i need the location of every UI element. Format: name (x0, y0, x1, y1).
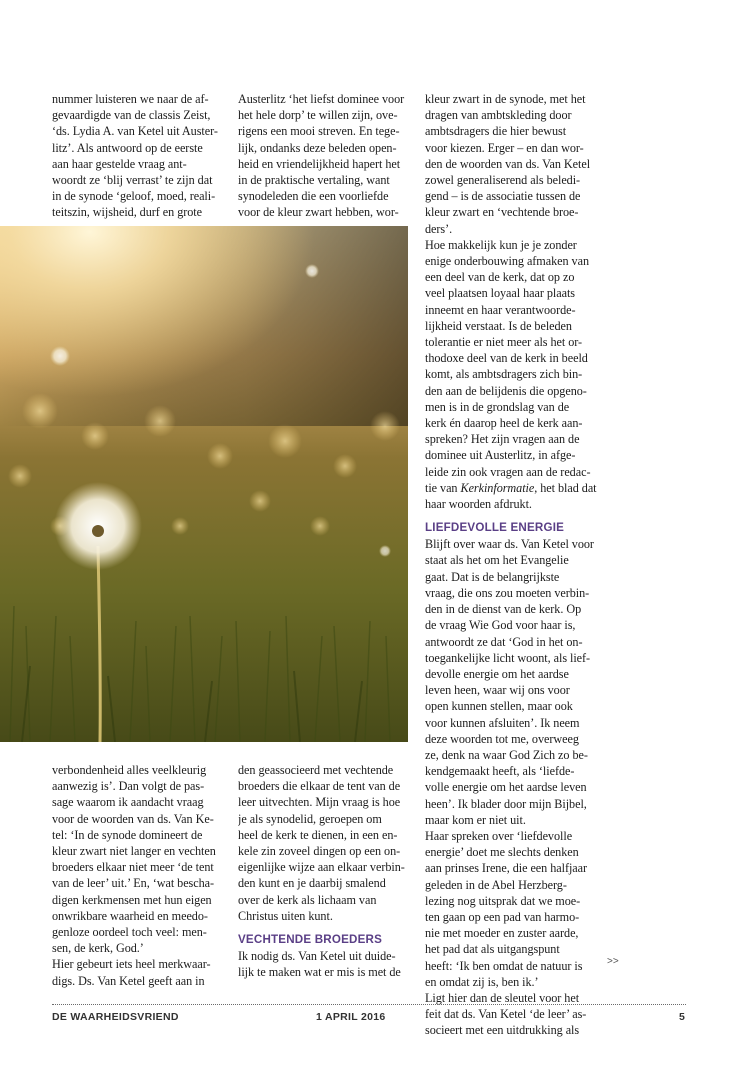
text-line: leide zin ook vragen aan de redac- (425, 464, 591, 479)
text-line: thodoxe deel van de kerk in beeld (425, 351, 588, 366)
text-line: energie’ doet me slechts denken (425, 845, 579, 860)
column-3 (425, 91, 597, 1039)
text-line: lijkheid verstaat. Is de beleden (425, 318, 572, 333)
text-line: inneemt en haar verantwoorde- (425, 302, 576, 317)
text-line: gend – is de associatie tussen de (425, 189, 581, 204)
text-line: haar woorden afdrukt. (425, 497, 532, 512)
text-line: Haar spreken over ‘liefdevolle (425, 828, 573, 843)
text-line: ze, denk na waar God Zich zo be- (425, 747, 588, 762)
text-line: kele zin zoveel dingen op een on- (238, 844, 401, 859)
text-line: ders’. (425, 221, 453, 236)
text-line: aan haar gestelde vraag ant- (52, 156, 187, 171)
text-line: woordt ze ‘blij verrast’ te zijn dat (52, 173, 213, 188)
text-line: devolle energie om het aardse (425, 666, 569, 681)
text-line: toegankelijke licht woont, als lief- (425, 650, 591, 665)
text-line: lezing nog uitsprak dat we moe- (425, 893, 581, 908)
text-line: nummer luisteren we naar de af- (52, 92, 209, 106)
text-line: Hoe makkelijk kun je je zonder (425, 237, 577, 252)
text-line: kleur zwart niet langer en vechten (52, 844, 216, 859)
text-line: voor kunnen afsluiten’. Ik neem (425, 715, 580, 730)
text-line: spreken? Het zijn vragen aan de (425, 432, 580, 447)
text-line: volle energie om het aardse leven (425, 780, 587, 795)
text-line: staat als het om het Evangelie (425, 553, 569, 568)
text-line: den geassocieerd met vechtende (238, 763, 394, 777)
text-line: feit dat ds. Van Ketel ‘de leer’ as- (425, 1007, 587, 1022)
text-line: sen, de kerk, God.’ (52, 941, 144, 956)
text-line: een deel van de kerk, dat op zo (425, 270, 575, 285)
text-line: eigenlijke wijze aan elkaar verbin- (238, 860, 405, 875)
text-line: Hier gebeurt iets heel merkwaar- (52, 957, 211, 972)
text-line: vraag, die ons zou moeten verbin- (425, 585, 590, 600)
text-line: van de leer’ uit.’ En, ‘wat bescha- (52, 876, 215, 891)
column-2-bottom (238, 762, 410, 980)
text-line: Christus uiten kunt. (238, 908, 333, 923)
text-line: aanwezig is’. Dan volgt de pas- (52, 779, 205, 794)
text-line: gaat. Dat is de belangrijkste (425, 569, 560, 584)
text-line: de vraag Wie God voor haar is, (425, 618, 576, 633)
text-line: lijk te maken wat er mis is met de (238, 965, 401, 980)
text-line: tolerantie er niet meer als het or- (425, 335, 583, 350)
text-line: ‘ds. Lydia A. van Ketel uit Auster- (52, 124, 218, 139)
text-line: voor de kleur zwart hebben, wor- (238, 205, 399, 220)
footer-divider (52, 1004, 686, 1005)
text-line: gevaardigde van de classis Zeist, (52, 108, 211, 123)
text-line: onwrikbare waarheid en meedo- (52, 908, 208, 923)
text-line: in de praktische vertaling, want (238, 173, 390, 188)
text-line: deze woorden tot me, overweeg (425, 731, 579, 746)
text-line: enige onderbouwing afmaken van (425, 254, 589, 269)
text-line: ten gaan op een pad van harmo- (425, 909, 580, 924)
text-line: dragen van ambtskleding door (425, 108, 572, 123)
text-line: nie met moeder en zuster aarde, (425, 926, 579, 941)
text-line: genloze oordeel toch veel: men- (52, 925, 207, 940)
text-line: voor kiezen. Erger – en dan wor- (425, 140, 584, 155)
text-line: synodeleden die een voorliefde (238, 189, 389, 204)
text-line: men is in de grondslag van de (425, 399, 570, 414)
publication-title-kerkinformatie: Kerkinformatie (460, 480, 535, 495)
subheading-vechtende-broeders: VECHTENDE BROEDERS (238, 933, 383, 947)
page-number: 5 (679, 1011, 686, 1023)
dandelion-meadow-photo (0, 226, 408, 742)
text-line: den de woorden van ds. Van Ketel (425, 156, 591, 171)
text-line: Blijft over waar ds. Van Ketel voor (425, 537, 594, 552)
column-2-top (238, 91, 410, 221)
column-1-bottom (52, 762, 222, 989)
text-line: broeders elkaar niet meer ‘de tent (52, 860, 214, 875)
text-line: open kunnen stellen, maar ook (425, 699, 573, 714)
text-line (425, 480, 597, 496)
text-line: kendgemaakt heeft, als ‘liefde- (425, 764, 575, 779)
text-fragment: tie van (425, 480, 461, 495)
text-line: veel plaatsen loyaal haar plaats (425, 286, 575, 301)
subheading-liefdevolle-energie: LIEFDEVOLLE ENERGIE (425, 521, 565, 535)
column-1-top (52, 91, 222, 221)
text-line: broeders die elkaar de tent van de (238, 779, 401, 794)
text-line: sage waarom ik aandacht vraag (52, 795, 204, 810)
text-line: komt, als ambtsdragers zich bin- (425, 367, 583, 382)
text-line: den kunt en je daarbij smalend (238, 876, 386, 891)
text-line: het pad dat als uitgangspunt (425, 942, 560, 957)
text-line: kerk én daarop heel de kerk aan- (425, 416, 583, 431)
text-line: zowel generaliserend als beledi- (425, 173, 581, 188)
text-fragment: , het blad dat (534, 480, 597, 495)
text-line: kleur zwart en ‘vechtende broe- (425, 205, 579, 220)
text-line: tel: ‘In de synode domineert de (52, 827, 203, 842)
text-line: heeft: ‘Ik ben omdat de natuur is (425, 958, 583, 973)
text-line: en omdat zij is, ben ik.’ (425, 974, 539, 989)
continued-marker: >> (607, 956, 619, 967)
text-line: geleden in de Abel Herzberg- (425, 877, 567, 892)
text-line: aan prinses Irene, die een halfjaar (425, 861, 588, 876)
text-line: ambtsdragers die hier bewust (425, 124, 567, 139)
text-line: Ik nodig ds. Van Ketel uit duide- (238, 949, 396, 964)
text-line: digs. Ds. Van Ketel geeft aan in (52, 973, 205, 988)
text-line: socieert met een uitdrukking als (425, 1023, 580, 1038)
text-line: lijk, ondanks deze beleden open- (238, 140, 397, 155)
text-line: leven heen, waar wij ons voor (425, 683, 570, 698)
text-line: voor de woorden van ds. Van Ke- (52, 811, 214, 826)
text-line: in de synode ‘geloof, moed, reali- (52, 189, 216, 204)
text-line: teitszin, wijsheid, durf en grote (52, 205, 202, 220)
text-line: verbondenheid alles veelkleurig (52, 763, 207, 777)
text-line: den aan de belijdenis die opgeno- (425, 383, 587, 398)
text-line: rigens een mooi streven. En tege- (238, 124, 400, 139)
text-line: Austerlitz ‘het liefst dominee voor (238, 92, 405, 106)
text-line: den in de dienst van de kerk. Op (425, 602, 582, 617)
text-line: litz’. Als antwoord op de eerste (52, 140, 203, 155)
text-line: maar kom er niet uit. (425, 812, 526, 827)
text-line: je als synodelid, geroepen om (238, 811, 382, 826)
text-line: heen’. Ik blader door mijn Bijbel, (425, 796, 587, 811)
footer-magazine-name: DE WAARHEIDSVRIEND (52, 1011, 179, 1023)
text-line: kleur zwart in de synode, met het (425, 92, 586, 106)
text-line: over de kerk als lichaam van (238, 892, 377, 907)
text-line: leer uitvechten. Mijn vraag is hoe (238, 795, 401, 810)
text-line: heid en vriendelijkheid hapert het (238, 156, 401, 171)
photo-illustration (0, 226, 408, 742)
text-line: heel de kerk te dienen, in een en- (238, 827, 398, 842)
text-line: Ligt hier dan de sleutel voor het (425, 990, 580, 1005)
text-line: digen kerkmensen met hun eigen (52, 892, 212, 907)
text-line: antwoordt ze dat ‘God in het on- (425, 634, 583, 649)
text-line: het hele dorp’ te willen zijn, ove- (238, 108, 398, 123)
text-line: dominee uit Austerlitz, in afge- (425, 448, 576, 463)
footer-date: 1 APRIL 2016 (316, 1011, 386, 1023)
